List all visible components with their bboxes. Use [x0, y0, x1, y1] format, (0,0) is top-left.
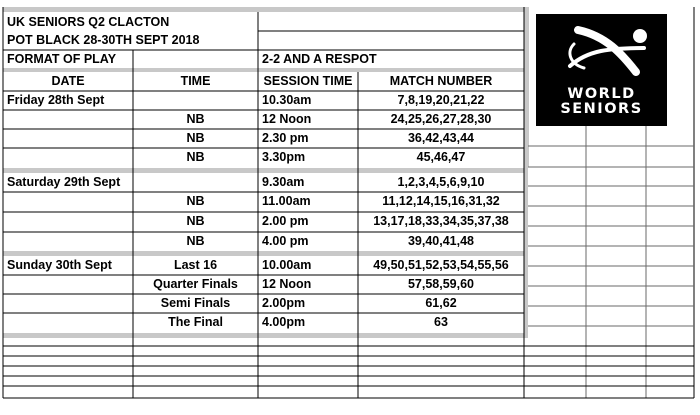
format-value: 2-2 AND A RESPOT — [262, 52, 377, 66]
column-header-time: TIME — [180, 74, 211, 88]
row-time: NB — [186, 194, 205, 208]
row-session-time: 3.30pm — [262, 150, 306, 164]
row-session-time: 11.00am — [262, 194, 311, 208]
row-time: NB — [186, 234, 205, 248]
sheet-title: UK SENIORS Q2 CLACTON — [7, 15, 170, 29]
row-time: NB — [186, 214, 205, 228]
row-match-numbers: 36,42,43,44 — [407, 131, 475, 145]
row-match-numbers: 11,12,14,15,16,31,32 — [382, 194, 500, 208]
row-session-time: 2.00pm — [262, 296, 306, 310]
format-label: FORMAT OF PLAY — [7, 52, 117, 66]
row-match-numbers: 13,17,18,33,34,35,37,38 — [373, 214, 509, 228]
row-session-time: 4.00pm — [262, 315, 306, 329]
row-session-time: 2.30 pm — [262, 131, 309, 145]
row-time: NB — [186, 131, 205, 145]
day-date: Saturday 29th Sept — [7, 175, 121, 189]
row-match-numbers: 1,2,3,4,5,6,9,10 — [397, 175, 485, 189]
day-date: Sunday 30th Sept — [7, 258, 112, 272]
row-match-numbers: 39,40,41,48 — [407, 234, 475, 248]
row-time: Quarter Finals — [153, 277, 238, 291]
day-date: Friday 28th Sept — [7, 93, 105, 107]
row-session-time: 4.00 pm — [262, 234, 309, 248]
row-time: NB — [186, 150, 205, 164]
row-time: Last 16 — [173, 258, 218, 272]
row-time: Semi Finals — [160, 296, 231, 310]
logo-wordmark — [536, 87, 667, 117]
column-header-session-time: SESSION TIME — [263, 74, 353, 88]
row-match-numbers: 45,46,47 — [416, 150, 466, 164]
row-match-numbers: 63 — [434, 315, 448, 329]
row-match-numbers: 61,62 — [425, 296, 457, 310]
row-match-numbers: 57,58,59,60 — [407, 277, 475, 291]
row-session-time: 10.00am — [262, 258, 312, 272]
snooker-ball-swoosh-icon — [536, 14, 667, 84]
logo-line-seniors: SENIORS — [560, 101, 643, 117]
logo-line-world: WORLD — [567, 86, 636, 102]
row-session-time: 9.30am — [262, 175, 305, 189]
column-header-match-number: MATCH NUMBER — [389, 74, 493, 88]
row-session-time: 10.30am — [262, 93, 312, 107]
row-session-time: 12 Noon — [262, 112, 312, 126]
row-time: NB — [186, 112, 205, 126]
row-session-time: 12 Noon — [262, 277, 312, 291]
row-time: The Final — [168, 315, 223, 329]
row-match-numbers: 49,50,51,52,53,54,55,56 — [373, 258, 509, 272]
row-session-time: 2.00 pm — [262, 214, 309, 228]
row-match-numbers: 24,25,26,27,28,30 — [390, 112, 492, 126]
world-seniors-logo — [536, 14, 667, 126]
row-match-numbers: 7,8,19,20,21,22 — [397, 93, 485, 107]
event-name: POT BLACK 28-30TH SEPT 2018 — [7, 33, 200, 47]
column-header-date: DATE — [51, 74, 85, 88]
